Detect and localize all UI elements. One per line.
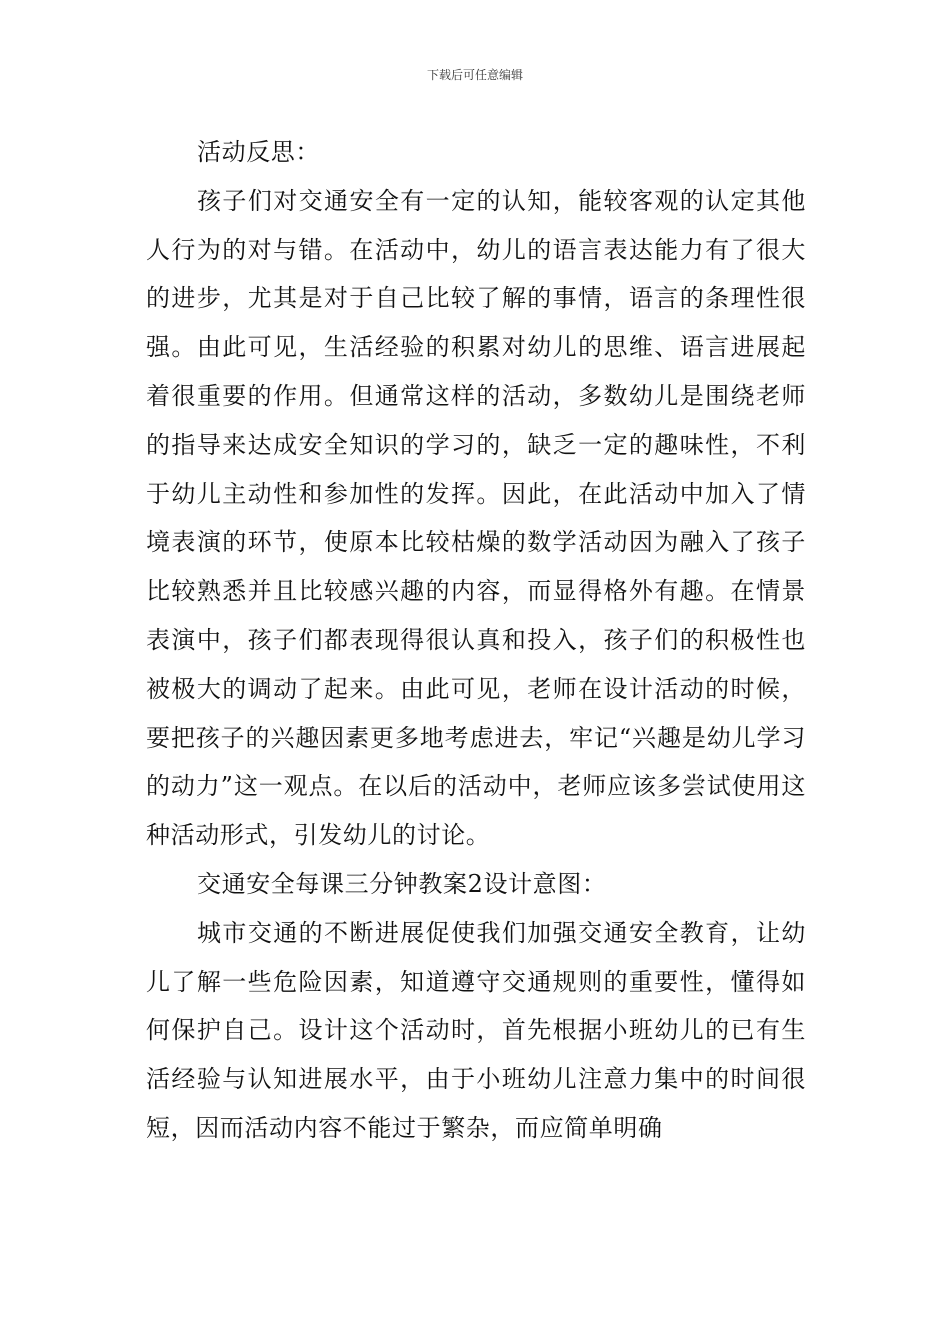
paragraph-design-intent: 城市交通的不断进展促使我们加强交通安全教育，让幼儿了解一些危险因素，知道遵守交通规则的重要性，懂得如何保护自己。设计这个活动时，首先根据小班幼儿的已有生活经验与认知进展水平，由于小班幼儿注意力集中的时间很短，因而活动内容不能过于繁杂，而应简单明确 xyxy=(146,918,806,1142)
paragraph-reflection: 孩子们对交通安全有一定的认知，能较客观的认定其他人行为的对与错。在活动中，幼儿的语言表达能力有了很大的进步，尤其是对于自己比较了解的事情，语言的条理性很强。由此可见，生活经验的积累对幼儿的思维、语言进展起着很重要的作用。但通常这样的活动，多数幼儿是围绕老师的指导来达成安全知识的学习的，缺乏一定的趣味性，不利于幼儿主动性和参加性的发挥。因此，在此活动中加入了情境表演的环节，使原本比较枯燥的数学活动因为融入了孩子比较熟悉并且比较感兴趣的内容，而显得格外有趣。在情景表演中，孩子们都表现得很认真和投入，孩子们的积极性也被极大的调动了起来。由此可见，老师在设计活动的时候，要把孩子的兴趣因素更多地考虑进去，牢记“兴趣是幼儿学习的动力”这一观点。在以后的活动中，老师应该多尝试使用这种活动形式，引发幼儿的讨论。 xyxy=(146,186,806,850)
document-body xyxy=(146,128,806,1153)
section-heading-reflection: 活动反思： xyxy=(197,138,320,166)
page-header-note: 下载后可任意编辑 xyxy=(426,68,523,82)
section-heading-design-intent: 交通安全每课三分钟教案2设计意图： xyxy=(197,869,607,898)
